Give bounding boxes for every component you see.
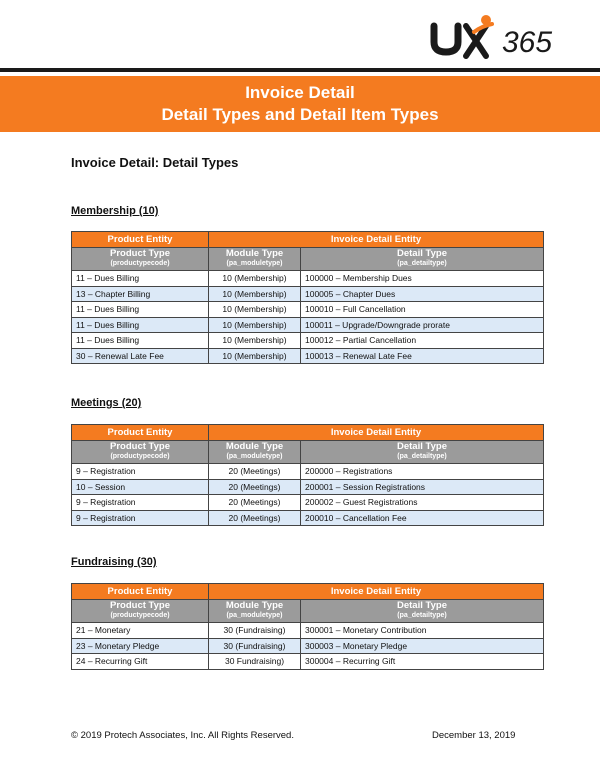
meetings-table — [71, 424, 544, 526]
header-rule — [0, 68, 600, 72]
col-module-type: Module Type (pa_moduletype) — [209, 441, 301, 464]
cell-product: 11 – Dues Billing — [72, 302, 209, 318]
cell-detail: 100000 – Membership Dues — [301, 271, 544, 287]
cell-product: 11 – Dues Billing — [72, 317, 209, 333]
cell-detail: 100005 – Chapter Dues — [301, 286, 544, 302]
table-row — [72, 638, 544, 654]
banner-subtitle: Detail Types and Detail Item Types — [161, 105, 439, 124]
cell-detail: 300001 – Monetary Contribution — [301, 623, 544, 639]
col-module-type: Module Type (pa_moduletype) — [209, 248, 301, 271]
membership-table — [71, 231, 544, 364]
col-product-type: Product Type (productypecode) — [72, 600, 209, 623]
cell-detail: 100013 – Renewal Late Fee — [301, 348, 544, 364]
col-product-type: Product Type (productypecode) — [72, 248, 209, 271]
cell-detail: 200000 – Registrations — [301, 464, 544, 480]
cell-detail: 100012 – Partial Cancellation — [301, 333, 544, 349]
banner-title: Invoice Detail — [245, 83, 355, 102]
invoice-entity-header: Invoice Detail Entity — [209, 425, 544, 441]
product-entity-header: Product Entity — [72, 425, 209, 441]
table-row — [72, 464, 544, 480]
col-product-type: Product Type (productypecode) — [72, 441, 209, 464]
cell-module: 10 (Membership) — [209, 317, 301, 333]
table-row — [72, 333, 544, 349]
invoice-entity-header: Invoice Detail Entity — [209, 232, 544, 248]
product-entity-header: Product Entity — [72, 584, 209, 600]
col-detail-type: Detail Type (pa_detailtype) — [301, 441, 544, 464]
cell-module: 30 Fundraising) — [209, 654, 301, 670]
footer-date: December 13, 2019 — [432, 730, 516, 741]
table-row — [72, 479, 544, 495]
table-row — [72, 510, 544, 526]
fundraising-table — [71, 583, 544, 670]
cell-module: 20 (Meetings) — [209, 510, 301, 526]
cell-product: 23 – Monetary Pledge — [72, 638, 209, 654]
title-banner — [0, 76, 600, 132]
table-row — [72, 654, 544, 670]
col-module-type: Module Type (pa_moduletype) — [209, 600, 301, 623]
cell-product: 9 – Registration — [72, 464, 209, 480]
logo-text: 365 — [502, 26, 553, 59]
footer-copyright: © 2019 Protech Associates, Inc. All Rights Reserved. — [71, 730, 294, 741]
cell-detail: 300003 – Monetary Pledge — [301, 638, 544, 654]
cell-detail: 200001 – Session Registrations — [301, 479, 544, 495]
table-row — [72, 271, 544, 287]
cell-module: 20 (Meetings) — [209, 464, 301, 480]
table-row — [72, 302, 544, 318]
cell-module: 10 (Membership) — [209, 302, 301, 318]
cell-product: 9 – Registration — [72, 510, 209, 526]
cell-product: 13 – Chapter Billing — [72, 286, 209, 302]
cell-product: 30 – Renewal Late Fee — [72, 348, 209, 364]
cell-module: 30 (Fundraising) — [209, 623, 301, 639]
page-heading: Invoice Detail: Detail Types — [71, 155, 239, 170]
cell-detail: 200010 – Cancellation Fee — [301, 510, 544, 526]
cell-module: 20 (Meetings) — [209, 495, 301, 511]
cell-detail: 200002 – Guest Registrations — [301, 495, 544, 511]
invoice-entity-header: Invoice Detail Entity — [209, 584, 544, 600]
table-row — [72, 495, 544, 511]
table-row — [72, 348, 544, 364]
cell-detail: 100010 – Full Cancellation — [301, 302, 544, 318]
product-entity-header: Product Entity — [72, 232, 209, 248]
cell-module: 30 (Fundraising) — [209, 638, 301, 654]
cell-product: 10 – Session — [72, 479, 209, 495]
col-detail-type: Detail Type (pa_detailtype) — [301, 600, 544, 623]
section-title-membership: Membership (10) — [71, 205, 159, 217]
cell-module: 20 (Meetings) — [209, 479, 301, 495]
cell-product: 21 – Monetary — [72, 623, 209, 639]
cell-detail: 300004 – Recurring Gift — [301, 654, 544, 670]
cell-module: 10 (Membership) — [209, 333, 301, 349]
table-row — [72, 286, 544, 302]
table-row — [72, 623, 544, 639]
cell-module: 10 (Membership) — [209, 271, 301, 287]
cell-product: 9 – Registration — [72, 495, 209, 511]
section-title-fundraising: Fundraising (30) — [71, 556, 157, 568]
ux365-logo — [430, 12, 570, 62]
cell-product: 11 – Dues Billing — [72, 333, 209, 349]
cell-detail: 100011 – Upgrade/Downgrade prorate — [301, 317, 544, 333]
table-row — [72, 317, 544, 333]
logo-u-glyph — [434, 26, 458, 52]
cell-module: 10 (Membership) — [209, 286, 301, 302]
col-detail-type: Detail Type (pa_detailtype) — [301, 248, 544, 271]
cell-module: 10 (Membership) — [209, 348, 301, 364]
section-title-meetings: Meetings (20) — [71, 397, 142, 409]
cell-product: 24 – Recurring Gift — [72, 654, 209, 670]
cell-product: 11 – Dues Billing — [72, 271, 209, 287]
